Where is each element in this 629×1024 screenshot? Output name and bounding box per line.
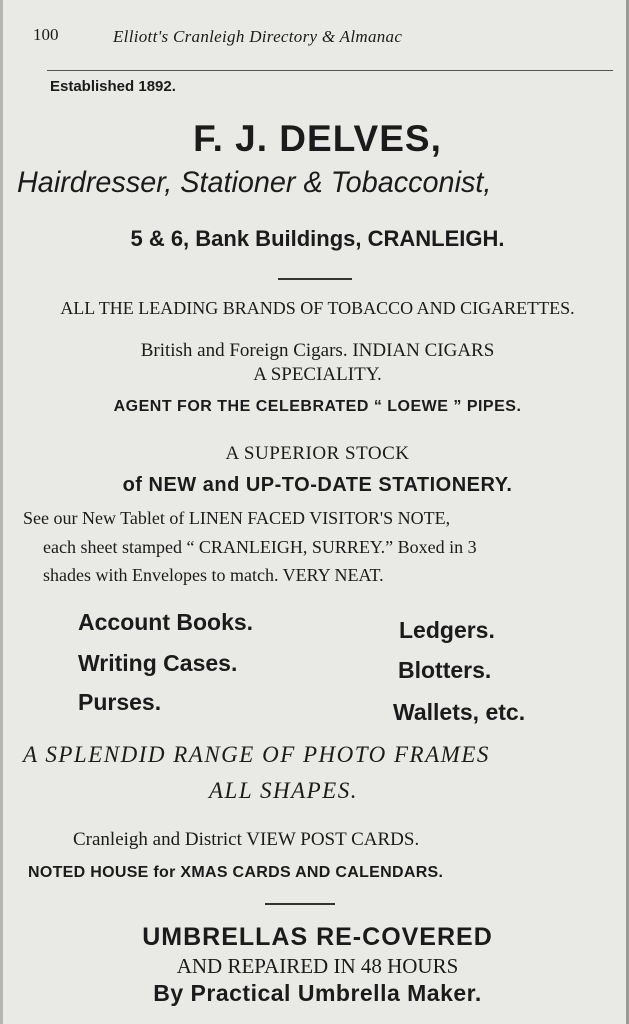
tobacco-line: ALL THE LEADING BRANDS OF TOBACCO AND CIGARETTES. bbox=[60, 298, 575, 318]
running-title: Elliott's Cranleigh Directory & Almanac bbox=[113, 27, 403, 46]
pipes-agent-line: AGENT FOR THE CELEBRATED “ LOEWE ” PIPES. bbox=[113, 398, 522, 415]
divider-rule bbox=[278, 278, 352, 280]
stationery-line: of NEW and UP-TO-DATE STATIONERY. bbox=[122, 474, 513, 496]
umbrella-line-2: AND REPAIRED IN 48 HOURS bbox=[176, 954, 459, 978]
photo-frames-line-2: ALL SHAPES. bbox=[209, 778, 358, 803]
item-account-books: Account Books. bbox=[78, 609, 254, 635]
tablet-line-1: See our New Tablet of LINEN FACED VISITOR'S NOTE, bbox=[23, 508, 451, 528]
item-blotters: Blotters. bbox=[398, 657, 492, 683]
item-purses: Purses. bbox=[78, 689, 162, 715]
speciality-line: A SPECIALITY. bbox=[253, 364, 382, 385]
photo-frames-line-1: A SPLENDID RANGE OF PHOTO FRAMES bbox=[23, 742, 490, 767]
tablet-line-3: shades with Envelopes to match. VERY NEAT. bbox=[43, 565, 384, 585]
business-name: F. J. DELVES, bbox=[193, 118, 442, 159]
post-cards-line: Cranleigh and District VIEW POST CARDS. bbox=[73, 829, 420, 850]
address-line: 5 & 6, Bank Buildings, CRANLEIGH. bbox=[130, 226, 505, 251]
umbrella-line-3: By Practical Umbrella Maker. bbox=[153, 980, 482, 1006]
divider-rule-2 bbox=[265, 903, 335, 905]
page-number: 100 bbox=[33, 25, 59, 44]
header-rule bbox=[47, 70, 613, 71]
trades-line: Hairdresser, Stationer & Tobacconist, bbox=[17, 166, 492, 199]
cigars-line: British and Foreign Cigars. INDIAN CIGARS bbox=[140, 340, 495, 361]
superior-stock-line: A SUPERIOR STOCK bbox=[225, 443, 410, 464]
tablet-line-2: each sheet stamped “ CRANLEIGH, SURREY.” Boxed in 3 bbox=[43, 537, 477, 557]
item-writing-cases: Writing Cases. bbox=[78, 650, 238, 676]
item-ledgers: Ledgers. bbox=[399, 617, 495, 643]
page-header bbox=[3, 0, 629, 70]
umbrella-line-1: UMBRELLAS RE-COVERED bbox=[142, 923, 493, 951]
item-wallets: Wallets, etc. bbox=[393, 699, 526, 725]
xmas-cards-line: NOTED HOUSE for XMAS CARDS AND CALENDARS. bbox=[28, 864, 444, 881]
established-line: Established 1892. bbox=[50, 78, 176, 95]
